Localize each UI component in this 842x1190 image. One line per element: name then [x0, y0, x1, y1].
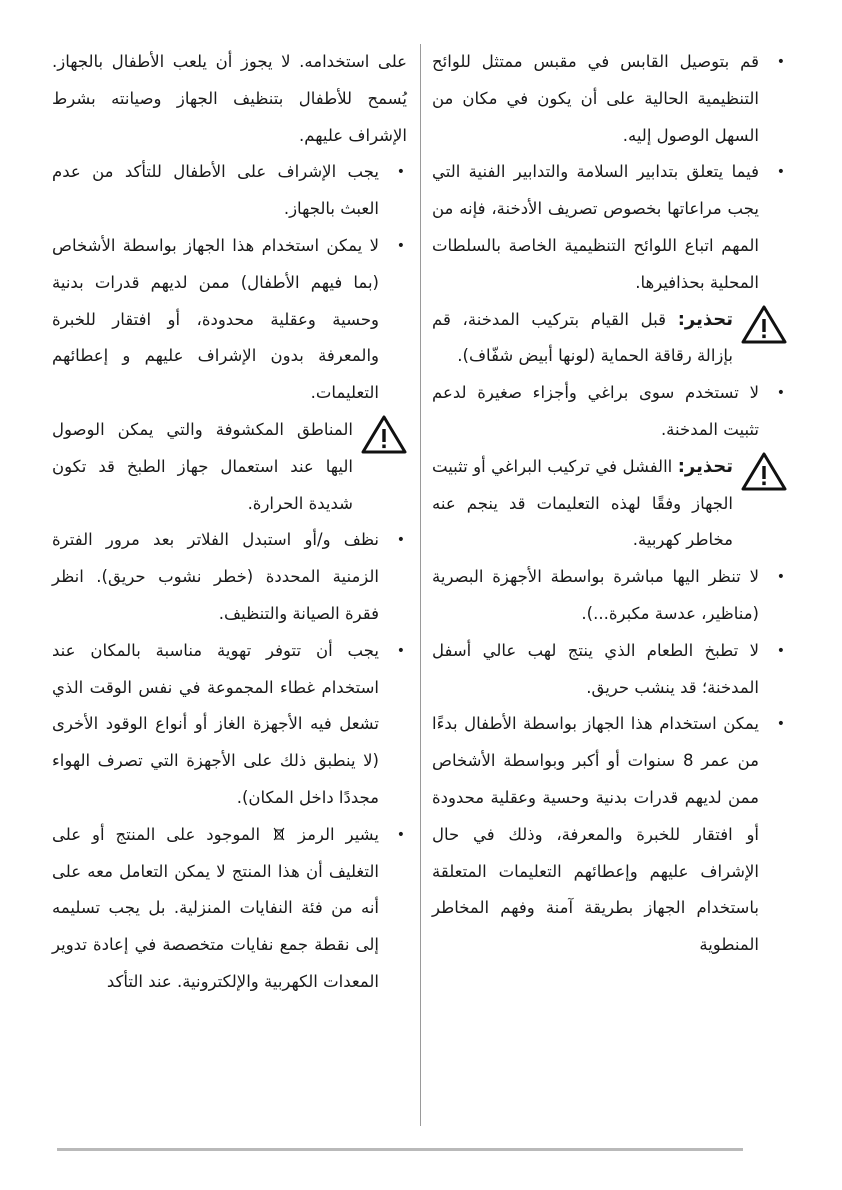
warning-block	[432, 302, 787, 376]
column-divider	[420, 44, 421, 1126]
bullet-marker: •	[776, 385, 785, 402]
bullet-marker: •	[396, 826, 405, 843]
warning-text: المناطق المكشوفة والتي يمكن الوصول اليها عند استعمال جهاز الطبخ قد تكون شديدة الحرارة.	[52, 419, 353, 513]
bullet-item	[432, 633, 787, 707]
bullet-marker: •	[396, 237, 405, 254]
right-column	[432, 44, 787, 964]
bullet-marker: •	[396, 164, 405, 181]
warning-label: تحذير:	[677, 308, 733, 330]
warning-text: قبل القيام بتركيب المدخنة، قم بإزالة رقاقة الحماية (لونها أبيض شفّاف).	[432, 309, 733, 366]
warning-triangle-icon	[741, 451, 787, 491]
bullet-item	[52, 522, 407, 632]
bullet-text: لا تطبخ الطعام الذي ينتج لهب عالي أسفل المدخنة؛ قد ينشب حريق.	[432, 640, 759, 697]
bullet-text: يمكن استخدام هذا الجهاز بواسطة الأطفال بدءًا من عمر 8 سنوات أو أكبر وبواسطة الأشخاص ممن لديهم قدرات بدنية وحسية وعقلية محدودة أو افتقار للخبرة والمعرفة، وذلك في حال الإشراف عليهم وإعطائهم التعليمات المتعلقة باستخدام الجهاز بطريقة آمنة وفهم المخاطر المنطوية	[432, 714, 759, 955]
bullet-marker: •	[776, 54, 785, 70]
bullet-text: لا يمكن استخدام هذا الجهاز بواسطة الأشخاص (بما فيهم الأطفال) ممن لديهم قدرات بدنية وحسية وعقلية محدودة، أو افتقار للخبرة والمعرفة بدون الإشراف عليهم و إعطائهم التعليمات.	[52, 235, 379, 403]
bullet-text: يجب الإشراف على الأطفال للتأكد من عدم العبث بالجهاز.	[52, 162, 379, 219]
bullet-text: نظف و/أو استبدل الفلاتر بعد مرور الفترة الزمنية المحددة (خطر نشوب حريق). انظر فقرة الصيانة والتنظيف.	[52, 530, 379, 623]
bullet-item	[432, 154, 787, 301]
warning-triangle-icon	[741, 304, 787, 344]
bullet-item	[432, 44, 787, 154]
bullet-text: لا تستخدم سوى براغي وأجزاء صغيرة لدعم تثبيت المدخنة.	[432, 383, 759, 439]
bullet-text-start: يشير الرمز	[297, 824, 379, 844]
warning-block	[52, 412, 407, 522]
bullet-item	[52, 817, 407, 1001]
bullet-marker: •	[776, 569, 785, 586]
bullet-item	[52, 633, 407, 817]
bullet-marker: •	[396, 532, 405, 549]
bullet-item	[432, 559, 787, 633]
paragraph: على استخدامه. لا يجوز أن يلعب الأطفال بالجهاز. يُسمح للأطفال بتنظيف الجهاز وصيانته بشرط الإشراف عليهم.	[52, 52, 407, 145]
bullet-text-end: الموجود على المنتج أو على التغليف أن هذا المنتج لا يمكن التعامل معه على أنه من فئة النفايات المنزلية. بل يجب تسليمه إلى نقطة جمع نفايات متخصصة في إعادة تدوير المعدات الكهربية والإلكترونية. عند التأكد	[52, 824, 379, 991]
bullet-marker: •	[776, 642, 785, 659]
bullet-text: يجب أن تتوفر تهوية مناسبة بالمكان عند استخدام غطاء المجموعة في نفس الوقت الذي تشعل فيه الأجهزة الغاز أو أنواع الوقود الأخرى (لا ينطبق ذلك على الأجهزة التي تصرف الهواء مجددًا داخل المكان).	[52, 640, 379, 807]
bullet-text: قم بتوصيل القابس في مقبس ممتثل للوائح التنظيمية الحالية على أن يكون في مكان من السهل الوصول إليه.	[432, 52, 759, 145]
bullet-item	[432, 706, 787, 964]
bullet-item	[52, 228, 407, 412]
bullet-text: فيما يتعلق بتدابير السلامة والتدابير الفنية التي يجب مراعاتها بخصوص تصريف الأدخنة، فإنه من المهم اتباع اللوائح التنظيمية الخاصة بالسلطات المحلية بحذافيرها.	[432, 162, 759, 292]
footer-rule	[57, 1148, 743, 1151]
left-column	[52, 44, 407, 1001]
bullet-marker: •	[776, 716, 785, 733]
bullet-item	[432, 375, 787, 449]
bullet-text: لا تنظر اليها مباشرة بواسطة الأجهزة البصرية (مناظير، عدسة مكبرة...).	[432, 567, 759, 623]
bullet-item	[52, 154, 407, 228]
warning-text: االفشل في تركيب البراغي أو تثبيت الجهاز وفقًا لهذه التعليمات قد ينجم عنه مخاطر كهربية.	[432, 456, 733, 550]
bullet-marker: •	[396, 642, 405, 659]
warning-block	[432, 449, 787, 559]
crossed-bin-icon	[273, 818, 285, 832]
warning-triangle-icon	[361, 414, 407, 454]
warning-label: تحذير:	[677, 455, 733, 477]
bullet-marker: •	[776, 164, 785, 181]
